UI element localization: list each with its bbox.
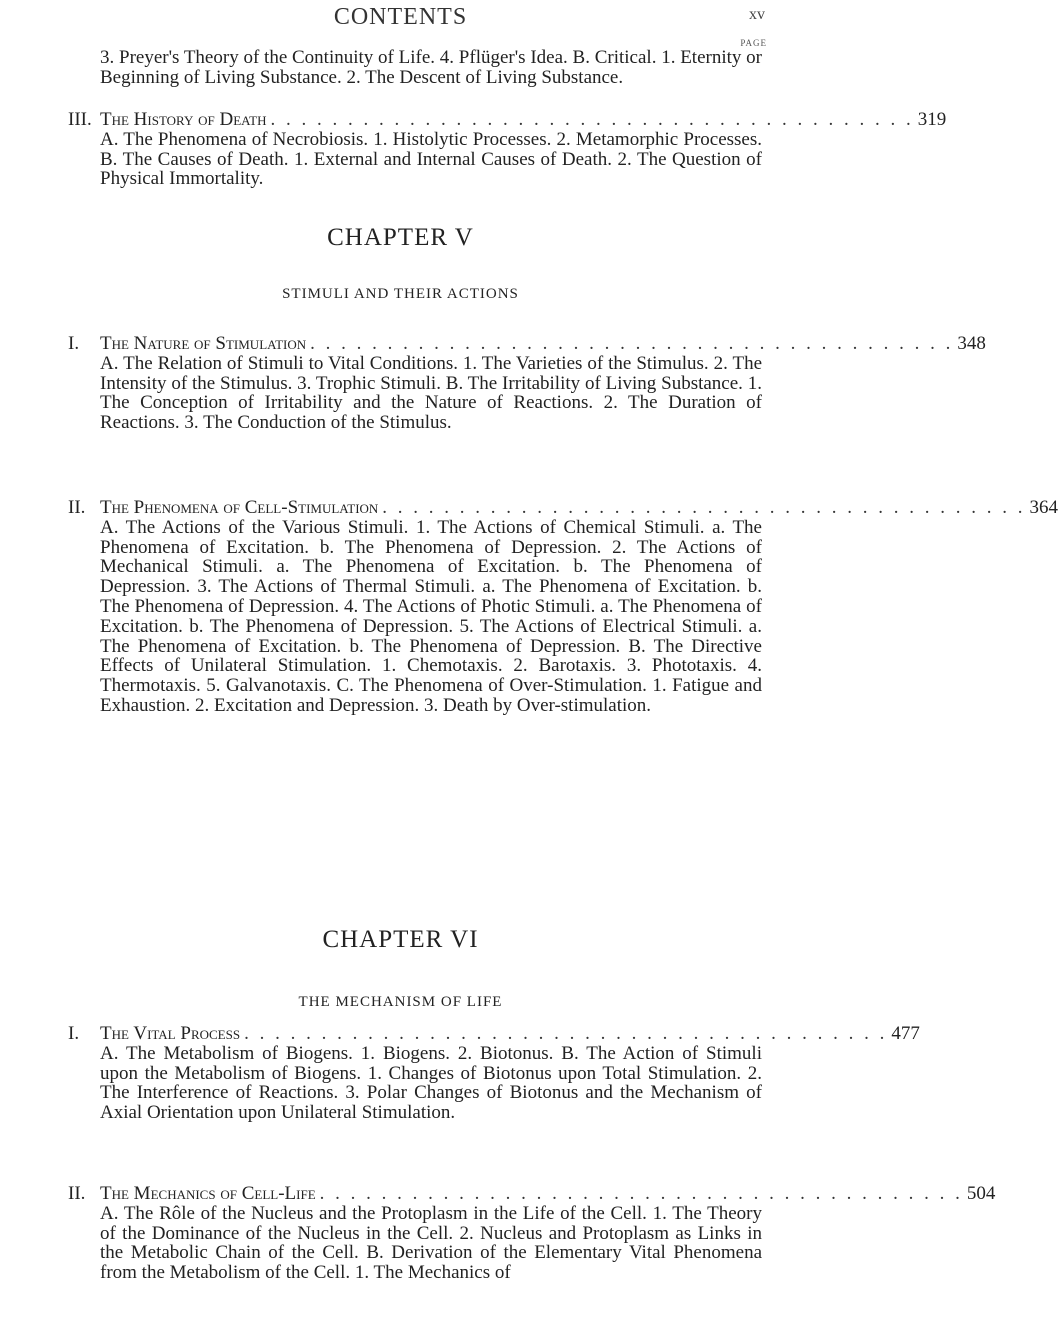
entry-page[interactable]: 504	[966, 1183, 996, 1204]
chapter-heading: CHAPTER VI	[322, 926, 479, 953]
entry-body: 3. Preyer's Theory of the Continuity of Life. 4. Pflüger's Idea. B. Critical. 1. Eternity or Beginning of Living Substance. 2. The Descent of Living Substance.	[100, 47, 762, 88]
entry-page[interactable]: 319	[917, 109, 947, 130]
leader-dots: . . . . . . . . . . . . . . . . . . . . . . . . . . . . . . . . . . . . . . . . . .	[270, 109, 914, 130]
page-number: xv	[749, 6, 765, 23]
entry-body: A. The Actions of the Various Stimuli. 1. The Actions of Chemical Stimuli. a. The Phenomena of Excitation. b. The Phenomena of Depression. 2. The Actions of Mechanical Stimuli. a. The Phenomena of Excitation. b. The Phenomena of Depression. 3. The Actions of Thermal Stimuli. a. The Phenomena of Excitation. b. The Phenomena of Depression. 4. The Actions of Photic Stimuli. a. The Phenomena of Excitation. b. The Phenomena of Depression. 5. The Actions of Electrical Stimuli. a. The Phenomena of Excitation. b. The Phenomena of Depression. B. The Directive Effects of Unilateral Stimulation. 1. Chemotaxis. 2. Barotaxis. 3. Phototaxis. 4. Thermotaxis. 5. Galvanotaxis. C. The Phenomena of Over-Stimulation. 1. Fatigue and Exhaustion. 2. Excitation and Depression. 3. Death by Over-stimulation.	[100, 516, 762, 716]
entry-number: III.	[68, 109, 92, 130]
chapter-subtitle: THE MECHANISM OF LIFE	[298, 994, 503, 1010]
entry-heading-line	[68, 109, 947, 130]
entry-body: A. The Rôle of the Nucleus and the Protoplasm in the Life of the Cell. 1. The Theory of the Dominance of the Nucleus in the Cell. 2. Nucleus and Protoplasm as Links in the Metabolic Chain of the Cell. B. Derivation of the Elementary Vital Phenomena from the Metabolism of the Cell. 1. The Mechanics of	[100, 1202, 762, 1284]
entry-title[interactable]: The Mechanics of Cell-Life	[100, 1183, 316, 1204]
entry-number: I.	[68, 333, 80, 354]
running-header-title: CONTENTS	[333, 4, 468, 30]
entry-body: A. The Metabolism of Biogens. 1. Biogens. 2. Biotonus. B. The Action of Stimuli upon the Metabolism of Biogens. 1. Changes of Biotonus upon Total Stimulation. 2. The Interference of Reactions. 3. Polar Changes of Biotonus and the Mechanism of Axial Orientation upon Unilateral Stimulation.	[100, 1042, 762, 1124]
entry-number: II.	[68, 497, 86, 518]
entry-body: A. The Relation of Stimuli to Vital Conditions. 1. The Varieties of the Stimulus. 2. The Intensity of the Stimulus. 3. Trophic Stimuli. B. The Irritability of Living Substance. 1. The Conception of Irritability and the Nature of Reactions. 2. The Duration of Reactions. 3. The Conduction of the Stimulus.	[100, 352, 762, 434]
chapter-heading: CHAPTER V	[327, 224, 474, 251]
entry-title[interactable]: The Nature of Stimulation	[100, 333, 307, 354]
chapter-subtitle: STIMULI AND THEIR ACTIONS	[282, 286, 519, 302]
entry-heading-line	[68, 497, 1058, 518]
entry-title[interactable]: The Phenomena of Cell-Stimulation	[100, 497, 379, 518]
page-column-label: PAGE	[740, 38, 767, 48]
entry-title[interactable]: The History of Death	[100, 109, 267, 130]
entry-heading-line	[68, 333, 986, 354]
toc-entry-nature-of-stimulation	[68, 333, 986, 434]
leader-dots: . . . . . . . . . . . . . . . . . . . . . . . . . . . . . . . . . . . . . . . . . .	[310, 333, 954, 354]
toc-entry-vital-process	[68, 1023, 920, 1124]
entry-number: I.	[68, 1023, 80, 1044]
toc-entry-phenomena-of-cell-stimulation	[68, 497, 1058, 716]
entry-number: II.	[68, 1183, 86, 1204]
entry-body: A. The Phenomena of Necrobiosis. 1. Histolytic Processes. 2. Metamorphic Processes. B. The Causes of Death. 1. External and Internal Causes of Death. 2. The Question of Physical Immortality.	[100, 128, 762, 190]
entry-heading-line	[68, 1183, 996, 1204]
entry-page[interactable]: 364	[1029, 497, 1058, 518]
entry-page[interactable]: 477	[891, 1023, 920, 1044]
leader-dots: . . . . . . . . . . . . . . . . . . . . . . . . . . . . . . . . . . . . . . . . . .	[382, 497, 1026, 518]
entry-title[interactable]: The Vital Process	[100, 1023, 241, 1044]
entry-page[interactable]: 348	[957, 333, 986, 354]
toc-entry-history-of-death	[68, 109, 947, 190]
entry-heading-line	[68, 1023, 920, 1044]
leader-dots: . . . . . . . . . . . . . . . . . . . . . . . . . . . . . . . . . . . . . . . . . .	[319, 1183, 963, 1204]
continued-entry	[68, 48, 762, 88]
toc-entry-mechanics-of-cell-life	[68, 1183, 996, 1284]
leader-dots: . . . . . . . . . . . . . . . . . . . . . . . . . . . . . . . . . . . . . . . . . .	[244, 1023, 888, 1044]
